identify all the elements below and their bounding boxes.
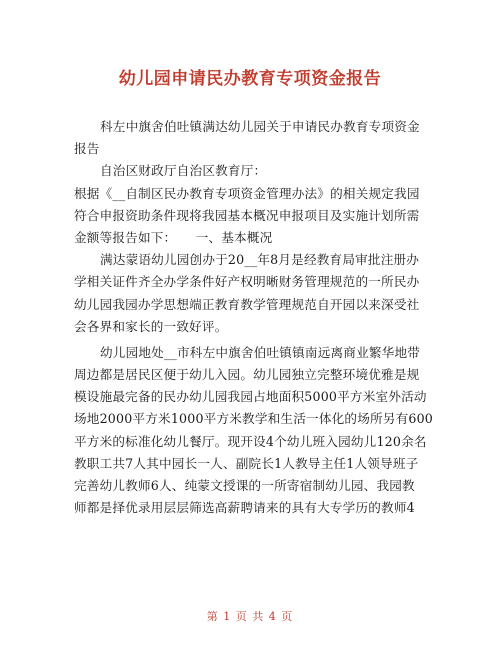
paragraph-line: 报告 — [74, 141, 100, 157]
paragraph-line: 教职工共7人其中园长一人、副院长1人教导主任1人领导班子 — [74, 455, 419, 471]
page-number: 第 1 页 共 4 页 — [206, 610, 294, 623]
paragraph-line: 会各界和家长的一致好评。 — [74, 318, 228, 334]
paragraph-line: 符合申报资助条件现将我园基本概况申报项目及实施计划所需 — [74, 207, 420, 223]
paragraph-line: 幼儿园地处__市科左中旗舍伯吐镇镇南远离商业繁华地带 — [100, 344, 421, 360]
paragraph-line: 科左中旗舍伯吐镇满达幼儿园关于申请民办教育专项资金 — [100, 119, 420, 134]
paragraph-line: 周边都是居民区便于幼儿入园。幼儿园独立完整环境优雅是规 — [74, 367, 420, 383]
paragraph-line: 完善幼儿教师6人、纯蒙文授课的一所寄宿制幼儿园、我园教 — [74, 478, 415, 493]
paragraph-line: 自治区财政厅自治区教育厅： — [100, 163, 267, 179]
document-body — [74, 116, 442, 519]
paragraph-line: 幼儿园我园办学思想端正教育教学管理规范自开园以来深受社 — [74, 296, 420, 312]
paragraph-line: 学相关证件齐全办学条件好产权明晰财务管理规范的一所民办 — [74, 274, 420, 290]
document-title: 幼儿园申请民办教育专项资金报告 — [118, 69, 382, 89]
paragraph-line: 场地2000平方米1000平方米教学和生活一体化的场所另有600 — [74, 411, 434, 427]
paragraph-line: 模设施最完备的民办幼儿园我园占地面积5000平方米室外活动 — [74, 389, 427, 405]
paragraph-line: 金额等报告如下： 一、基本概况 — [74, 229, 273, 245]
paragraph-line: 根据《__自制区民办教育专项资金管理办法》的相关规定我园 — [74, 185, 420, 201]
paragraph-line: 师都是择优录用层层筛选高薪聘请来的具有大专学历的教师4 — [74, 500, 415, 516]
paragraph-line: 满达蒙语幼儿园创办于20__年8月是经教育局审批注册办 — [100, 252, 420, 268]
paragraph-line: 平方米的标准化幼儿餐厅。现开设4个幼儿班入园幼儿120余名 — [74, 433, 427, 449]
